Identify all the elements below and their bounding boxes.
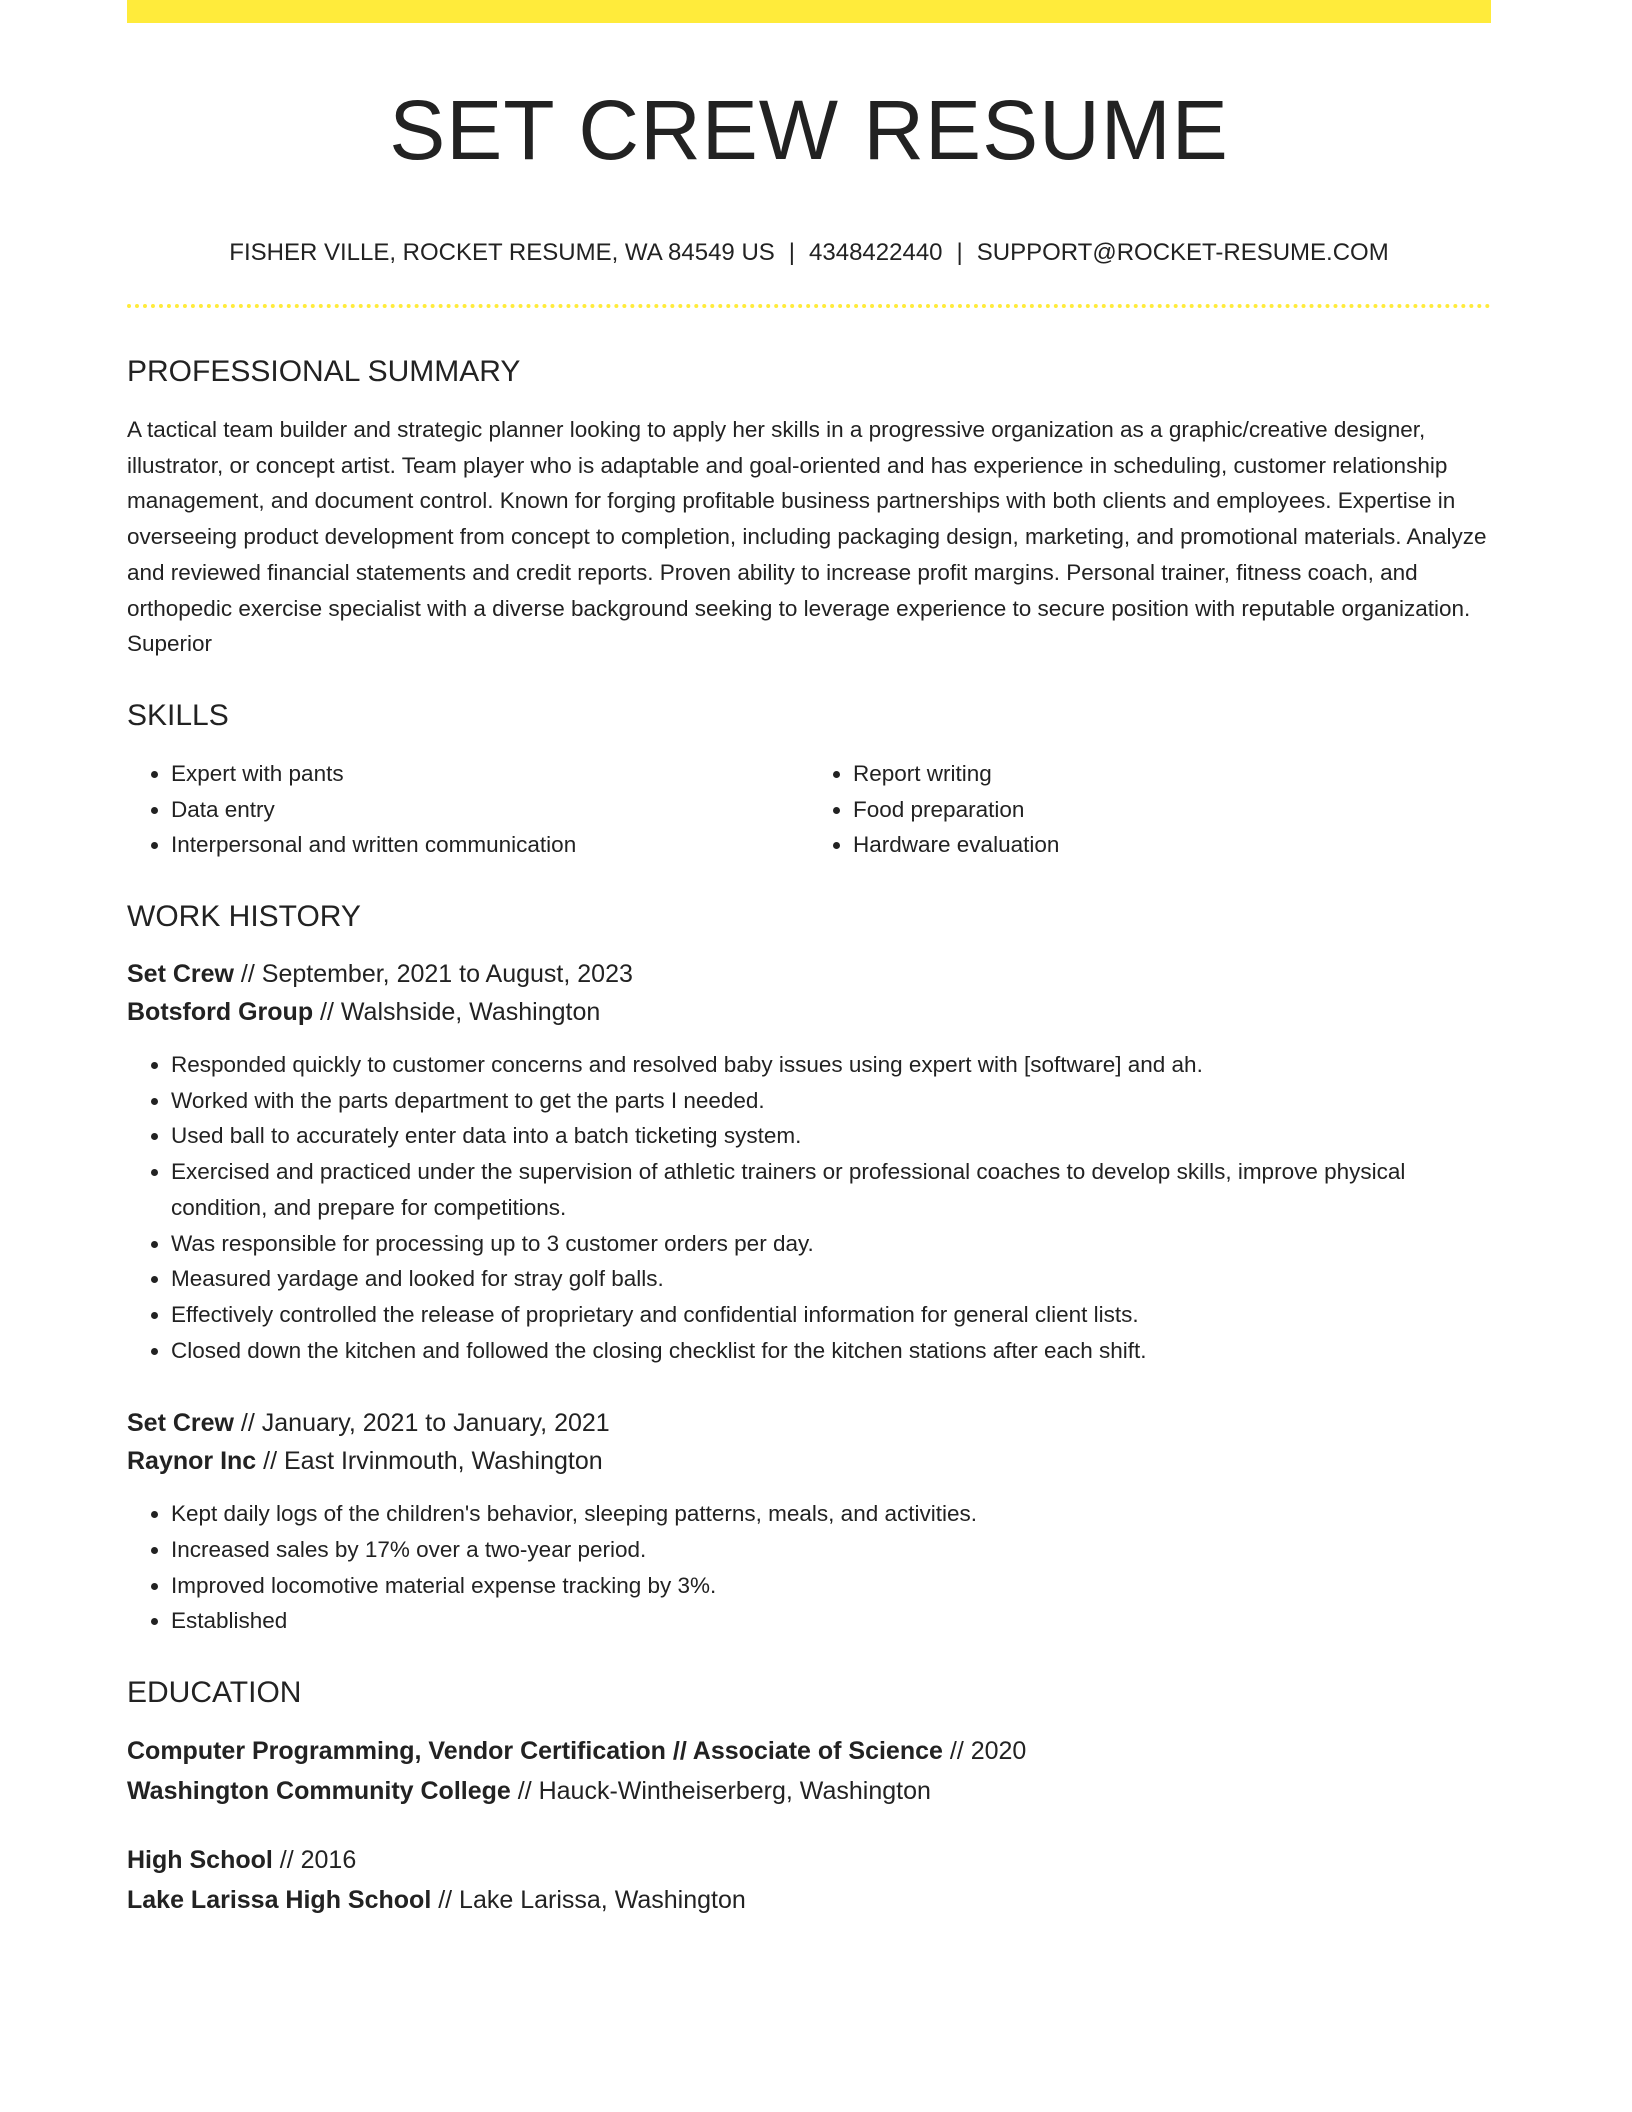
education-location: // Lake Larissa, Washington xyxy=(431,1886,746,1915)
education-degree: High School xyxy=(127,1846,273,1875)
job-dates: // September, 2021 to August, 2023 xyxy=(233,960,633,989)
contact-separator: | xyxy=(956,239,963,266)
contact-separator: | xyxy=(788,239,796,266)
summary-heading: PROFESSIONAL SUMMARY xyxy=(127,355,521,388)
skills-heading: SKILLS xyxy=(127,698,229,732)
job-title: Set Crew xyxy=(127,960,234,989)
skills-section xyxy=(127,696,1491,863)
education-entry xyxy=(127,1840,1491,1920)
job-company: Botsford Group xyxy=(127,998,314,1027)
skill-item: • Report writing xyxy=(853,756,1491,792)
summary-section xyxy=(127,352,1491,662)
resume-title: SET CREW RESUME xyxy=(389,83,1229,177)
education-school: Lake Larissa High School xyxy=(127,1886,432,1915)
job-bullet: • Effectively controlled the release of proprietary and confidential information for general client lists. xyxy=(171,1297,1491,1333)
contact-line xyxy=(127,235,1491,271)
skill-item: • Data entry xyxy=(171,792,809,828)
dotted-divider xyxy=(127,304,1491,308)
job-company: Raynor Inc xyxy=(127,1447,257,1476)
job-bullet: • Kept daily logs of the children's behavior, sleeping patterns, meals, and activities. xyxy=(171,1496,1491,1532)
job-bullet: • Responded quickly to customer concerns and resolved baby issues using expert with [software] and ah. xyxy=(171,1047,1491,1083)
job-bullet: • Used ball to accurately enter data into a batch ticketing system. xyxy=(171,1118,1491,1154)
job-entry xyxy=(127,1404,1491,1639)
job-bullet: • Established xyxy=(171,1603,1491,1639)
work-history-section xyxy=(127,897,1491,1639)
education-year: // 2016 xyxy=(272,1846,357,1875)
job-location: // Walshside, Washington xyxy=(313,998,601,1027)
job-location: // East Irvinmouth, Washington xyxy=(256,1447,603,1476)
education-degree: Computer Programming, Vendor Certification // Associate of Science xyxy=(127,1737,943,1766)
job-entry xyxy=(127,955,1491,1368)
work-history-heading: WORK HISTORY xyxy=(127,900,361,934)
education-section xyxy=(127,1673,1491,1920)
resume-body xyxy=(127,352,1491,1920)
skill-item: • Interpersonal and written communication xyxy=(171,827,809,863)
education-heading: EDUCATION xyxy=(127,1676,302,1710)
job-bullet: • Improved locomotive material expense tracking by 3%. xyxy=(171,1568,1491,1604)
skills-list-right xyxy=(809,756,1491,863)
education-year: // 2020 xyxy=(942,1737,1027,1766)
job-bullet: • Increased sales by 17% over a two-year period. xyxy=(171,1532,1491,1568)
job-dates: // January, 2021 to January, 2021 xyxy=(233,1409,610,1438)
summary-text: A tactical team builder and strategic planner looking to apply her skills in a progressive organization as a graphic/creative designer, illustrator, or concept artist. Team player who is adaptable and goal-oriented and has experience in scheduling, customer relationship management, and document control. Known for forging profitable business partnerships with both clients and employees. Expertise in overseeing product development from concept to completion, including packaging design, marketing, and promotional materials. Analyze and reviewed financial statements and credit reports. Proven ability to increase profit margins. Personal trainer, fitness coach, and orthopedic exercise specialist with a diverse background seeking to leverage experience to secure position with reputable organization. Superior xyxy=(127,417,1487,657)
skill-item: • Hardware evaluation xyxy=(853,827,1491,863)
job-bullet: • Was responsible for processing up to 3 customer orders per day. xyxy=(171,1226,1491,1262)
contact-email: SUPPORT@ROCKET-RESUME.COM xyxy=(976,239,1389,266)
skill-item: • Expert with pants xyxy=(171,756,809,792)
job-bullet-list xyxy=(127,1047,1491,1368)
job-title: Set Crew xyxy=(127,1409,234,1438)
job-bullet: • Exercised and practiced under the supervision of athletic trainers or professional coaches to develop skills, improve physical condition, and prepare for competitions. xyxy=(171,1154,1491,1225)
job-bullet: • Closed down the kitchen and followed the closing checklist for the kitchen stations after each shift. xyxy=(171,1333,1491,1369)
job-bullet: • Measured yardage and looked for stray golf balls. xyxy=(171,1261,1491,1297)
skill-item: • Food preparation xyxy=(853,792,1491,828)
contact-address: FISHER VILLE, ROCKET RESUME, WA 84549 US xyxy=(229,239,775,266)
contact-phone: 4348422440 xyxy=(809,239,943,266)
education-entry xyxy=(127,1731,1491,1811)
job-header xyxy=(127,955,1491,1031)
education-location: // Hauck-Wintheiserberg, Washington xyxy=(510,1777,931,1806)
accent-top-bar xyxy=(127,0,1491,23)
education-school: Washington Community College xyxy=(127,1777,511,1806)
job-bullet-list xyxy=(127,1496,1491,1639)
job-bullet: • Worked with the parts department to get the parts I needed. xyxy=(171,1083,1491,1119)
skills-list-left xyxy=(127,756,809,863)
job-header xyxy=(127,1404,1491,1480)
skills-columns xyxy=(127,756,1491,863)
